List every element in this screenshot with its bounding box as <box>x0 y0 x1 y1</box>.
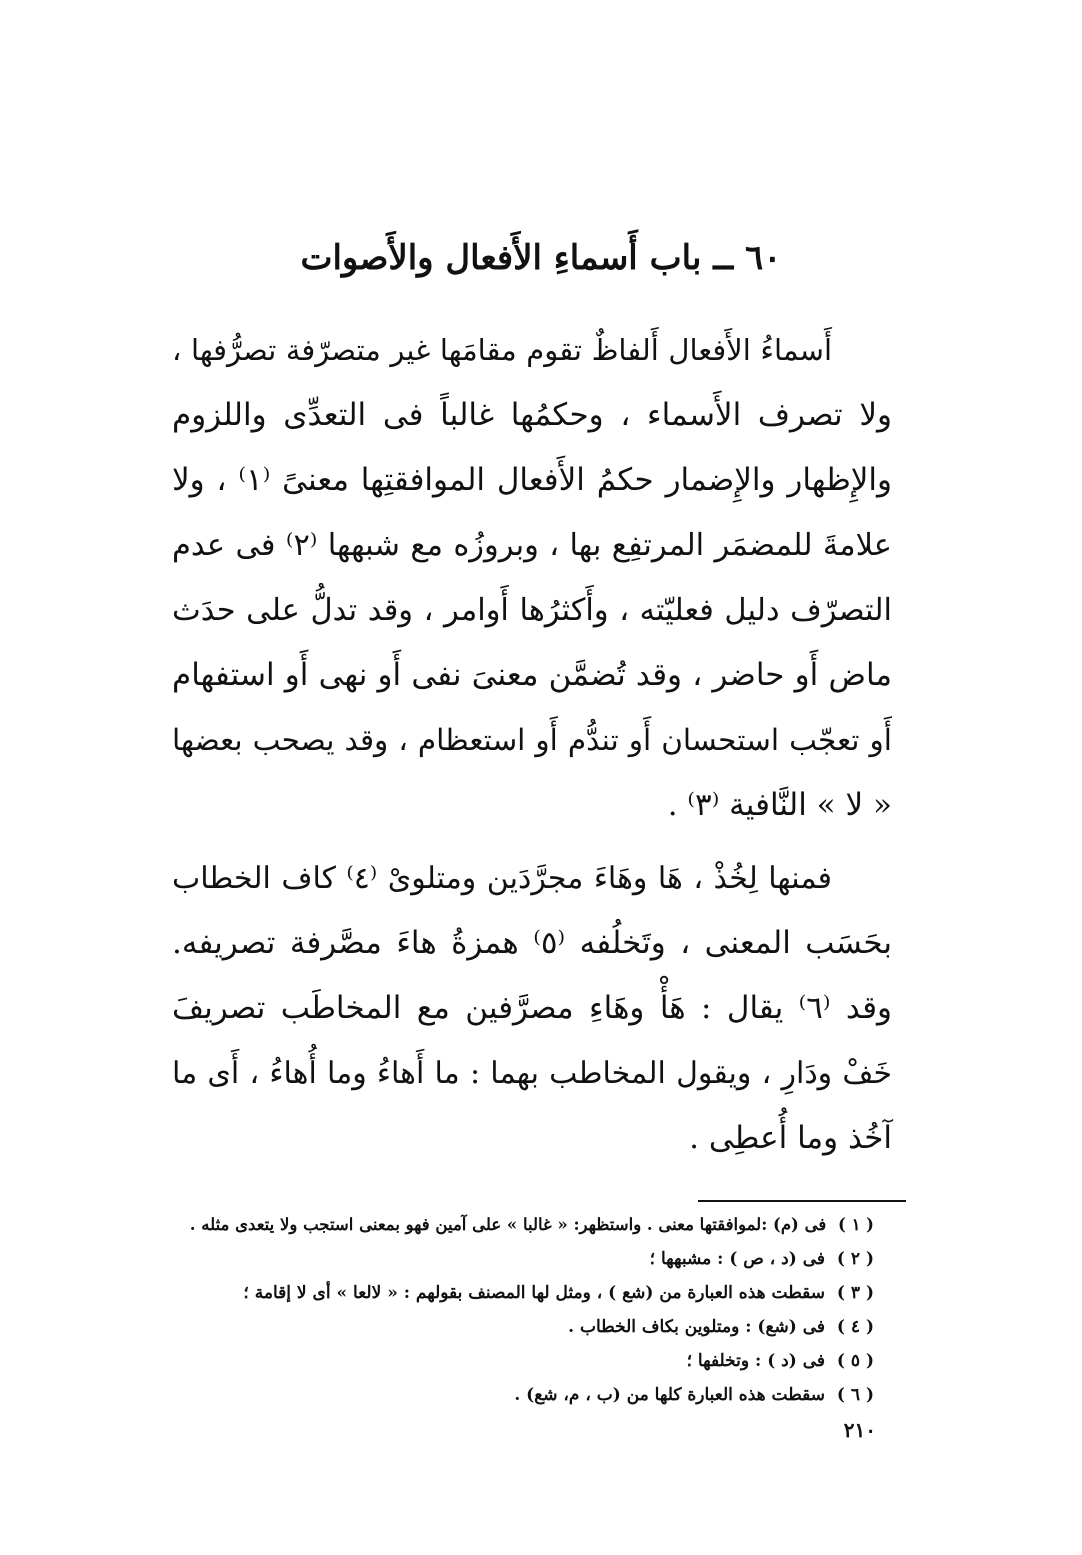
footnote-text: فى (د ) : وتخلفها ؛ <box>686 1351 825 1371</box>
footnote-text: فى (د ، ص ) : مشبهها ؛ <box>649 1249 825 1269</box>
text-line: وقد ⁽٦⁾ يقال : هَأْ وهَاءِ مصرَّفين مع المخاطَب تصريفَ <box>172 990 892 1026</box>
text-line: بحَسَب المعنى ، وتَخلُفه ⁽٥⁾ همزةُ هاءَ مصَّرفة تصريفه. <box>172 925 892 961</box>
footnote-number: ( ٤ ) <box>836 1317 874 1337</box>
text-line: خَفْ ودَارِ ، ويقول المخاطب بهما : ما أَهاءُ وما أُهاءُ ، أَى ما <box>172 1056 892 1091</box>
footnote-text: سقطت هذه العبارة من (شع ) ، ومثل لها المصنف بقولهم : « لالعا » أى لا إقامة ؛ <box>243 1283 825 1303</box>
footnote <box>174 1344 874 1378</box>
footnote-number: ( ٦ ) <box>836 1385 874 1405</box>
footnote <box>174 1276 874 1310</box>
footnote-number: ( ٥ ) <box>836 1351 874 1371</box>
footnote-number: ( ٣ ) <box>836 1283 874 1303</box>
page-number: ٢١٠ <box>843 1418 876 1442</box>
text-line: فمنها لِخُذْ ، هَا وهَاءَ مجرَّدَين ومتلوىْ ⁽٤⁾ كاف الخطاب <box>172 861 833 896</box>
footnote-text: فى (م) :لموافقتها معنى . واستظهر: « غالبا » على آمين فهو بمعنى استجب ولا يتعدى مثله . <box>189 1215 827 1234</box>
chapter-heading: ٦٠ ــ باب أَسماءِ الأَفعال والأَصوات <box>300 238 782 278</box>
footnote <box>174 1310 874 1344</box>
text-line: آخُذ وما أُعطِى . <box>689 1120 892 1156</box>
footnote-number: ( ٢ ) <box>836 1249 874 1269</box>
text-line: أَسماءُ الأَفعال أَلفاظٌ تقوم مقامَها غير متصرّفة تصرُّفها ، <box>172 333 832 367</box>
text-line: والإِظهار والإِضمار حكمُ الأَفعال الموافقتِها معنىً ⁽١⁾ ، ولا <box>172 462 893 498</box>
text-line: أَو تعجّب استحسان أَو تندُّم أَو استعظام ، وقد يصحب بعضها <box>172 723 892 757</box>
footnotes <box>174 1208 874 1412</box>
main-text <box>172 318 892 1171</box>
footnote-separator <box>698 1200 906 1202</box>
text-line: علامةَ للمضمَر المرتفِع بها ، وبروزُه مع شبهها ⁽٢⁾ فى عدم <box>172 528 892 563</box>
footnote <box>174 1208 874 1242</box>
text-line: « لا » النَّافية ⁽٣⁾ . <box>667 787 892 823</box>
footnote-text: فى (شع) : ومتلوين بكاف الخطاب . <box>568 1317 825 1337</box>
footnote-number: ( ١ ) <box>838 1215 874 1234</box>
text-line: ولا تصرف الأَسماء ، وحكمُها غالباً فى التعدِّى واللزوم <box>172 397 892 433</box>
footnote-text: سقطت هذه العبارة كلها من (ب ، م، شع) . <box>514 1385 825 1405</box>
text-line: ماض أَو حاضر ، وقد تُضمَّن معنىَ نفى أَو نهى أَو استفهام <box>172 657 892 693</box>
footnote <box>174 1378 874 1412</box>
footnote <box>174 1242 874 1276</box>
text-line: التصرّف دليل فعليّته ، وأَكثرُها أَوامر ، وقد تدلُّ على حدَث <box>172 593 892 628</box>
